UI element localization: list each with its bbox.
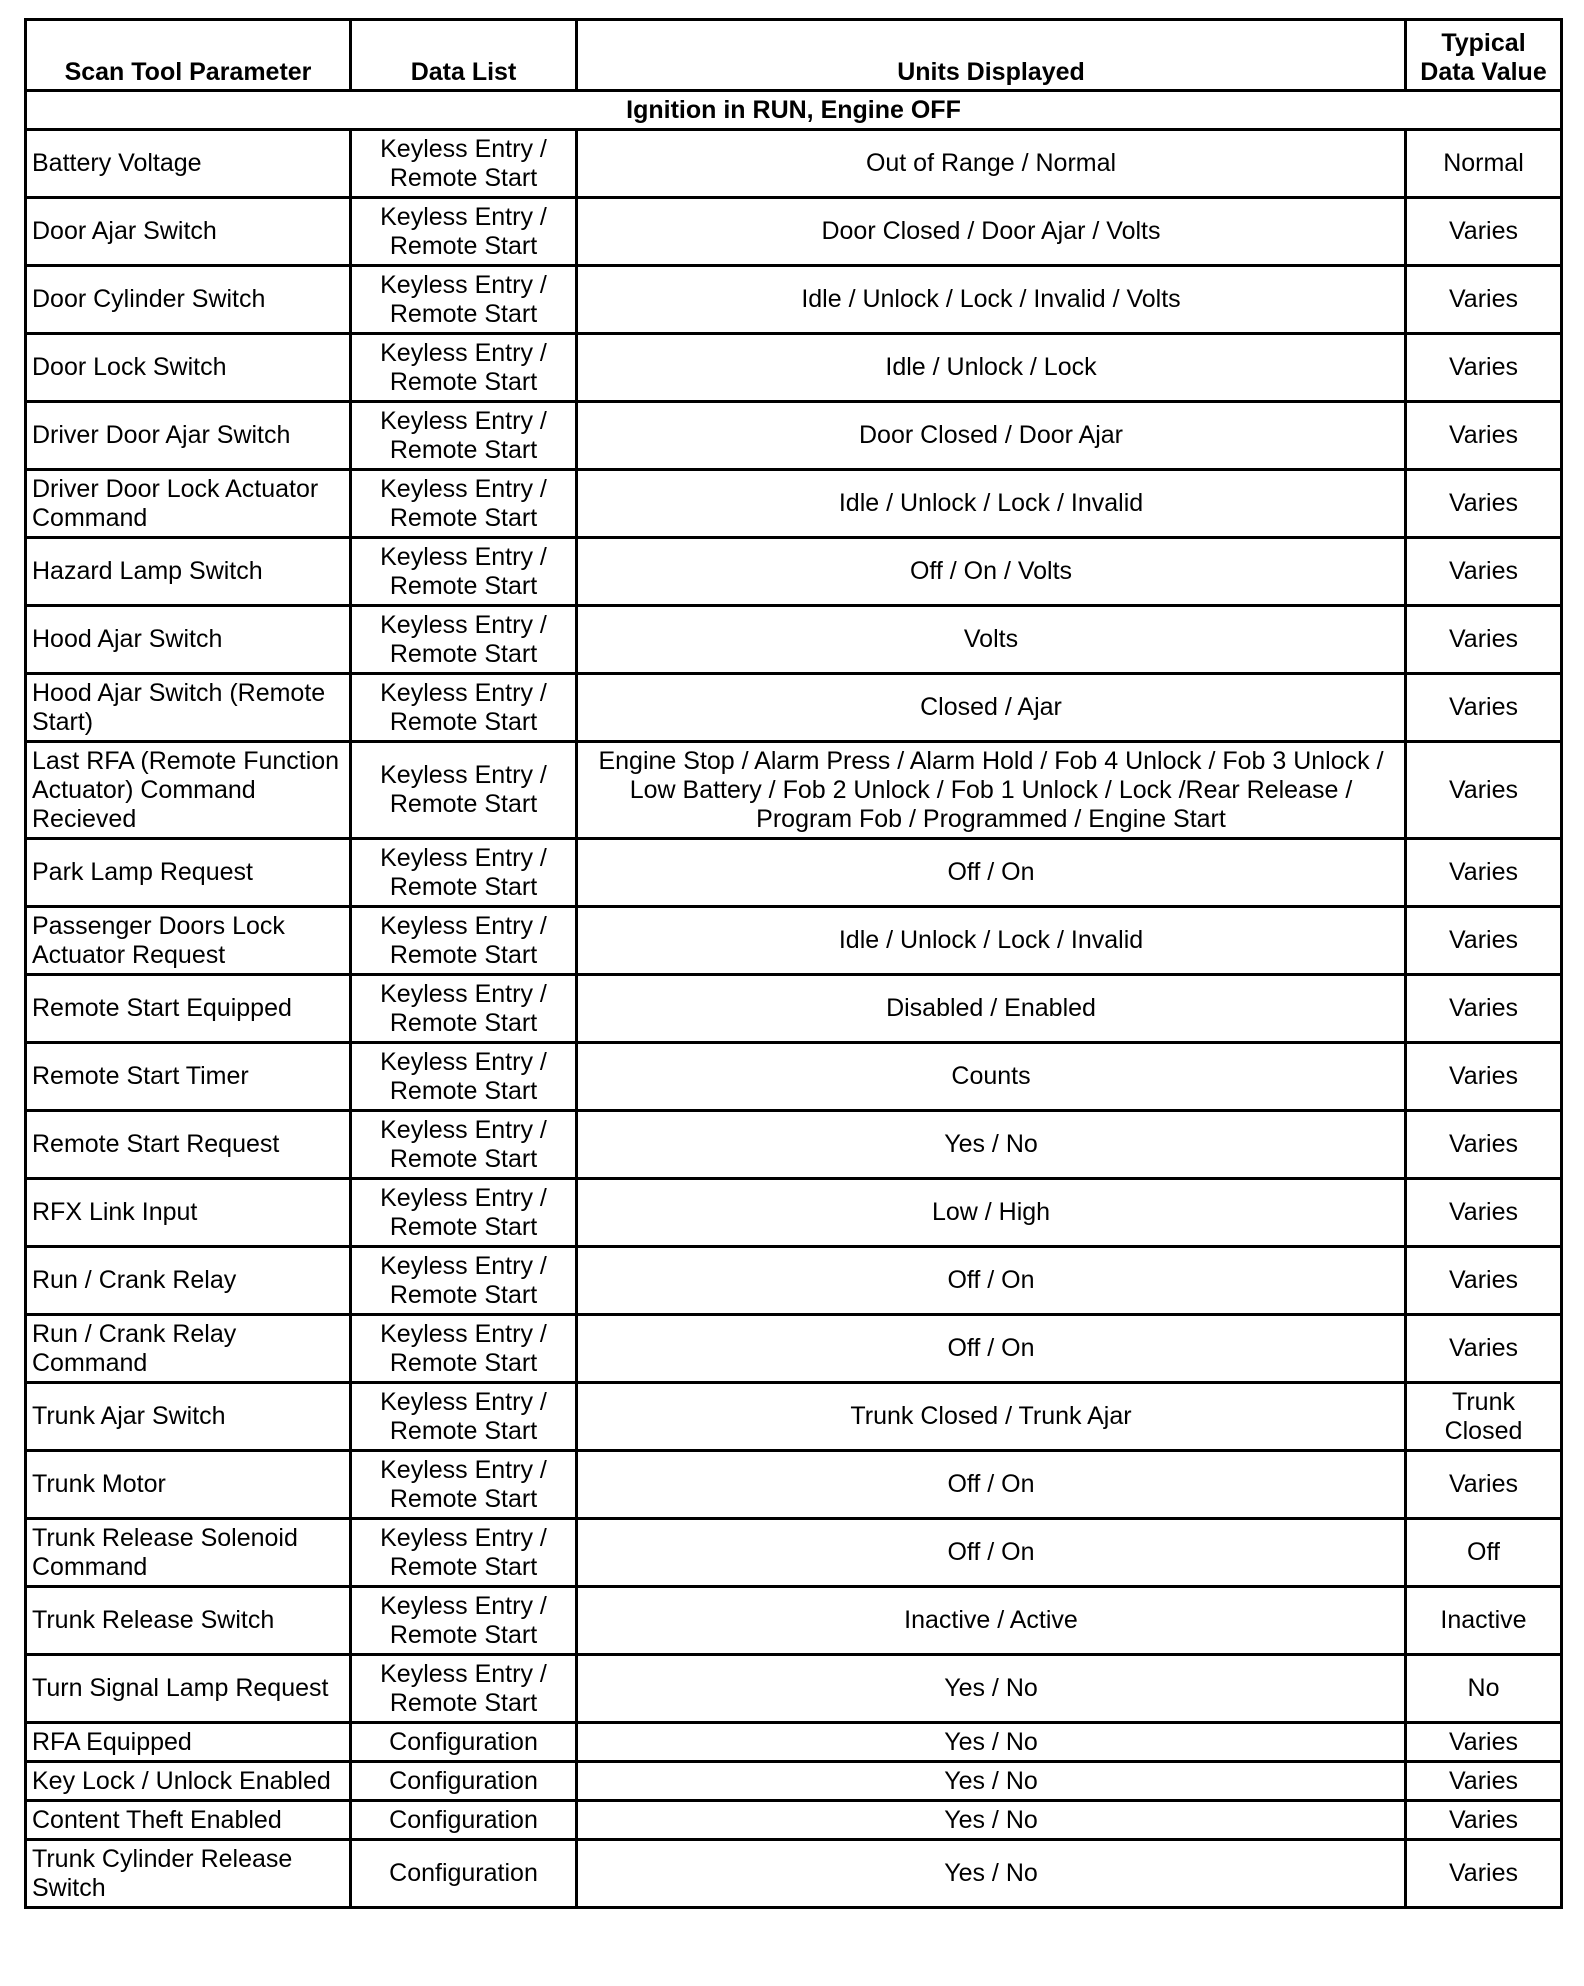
table-row — [26, 1383, 1562, 1451]
row-units-displayed: Idle / Unlock / Lock / Invalid — [577, 907, 1406, 975]
row-data-list: Keyless Entry / Remote Start — [351, 839, 577, 907]
row-parameter: Battery Voltage — [26, 130, 351, 198]
row-parameter: Driver Door Ajar Switch — [26, 402, 351, 470]
header-row — [26, 20, 1562, 91]
row-parameter: Trunk Release Solenoid Command — [26, 1519, 351, 1587]
row-typical-value: Inactive — [1406, 1587, 1562, 1655]
table-row — [26, 1801, 1562, 1840]
row-parameter: Hood Ajar Switch — [26, 606, 351, 674]
row-data-list: Keyless Entry / Remote Start — [351, 198, 577, 266]
row-units-displayed: Disabled / Enabled — [577, 975, 1406, 1043]
row-typical-value: Varies — [1406, 266, 1562, 334]
row-typical-value: Varies — [1406, 674, 1562, 742]
row-parameter: Trunk Ajar Switch — [26, 1383, 351, 1451]
row-units-displayed: Off / On / Volts — [577, 538, 1406, 606]
row-units-displayed: Low / High — [577, 1179, 1406, 1247]
row-units-displayed: Inactive / Active — [577, 1587, 1406, 1655]
row-typical-value: Varies — [1406, 1762, 1562, 1801]
row-parameter: Door Ajar Switch — [26, 198, 351, 266]
table-row — [26, 975, 1562, 1043]
header-data-list: Data List — [351, 20, 577, 91]
row-typical-value: Varies — [1406, 742, 1562, 839]
row-typical-value: Varies — [1406, 334, 1562, 402]
table-row — [26, 538, 1562, 606]
table-row — [26, 334, 1562, 402]
row-typical-value: Varies — [1406, 402, 1562, 470]
row-units-displayed: Counts — [577, 1043, 1406, 1111]
row-parameter: Key Lock / Unlock Enabled — [26, 1762, 351, 1801]
row-typical-value: Varies — [1406, 1043, 1562, 1111]
table-row — [26, 1723, 1562, 1762]
row-data-list: Keyless Entry / Remote Start — [351, 742, 577, 839]
row-typical-value: Varies — [1406, 538, 1562, 606]
table-row — [26, 470, 1562, 538]
table-row — [26, 907, 1562, 975]
row-data-list: Keyless Entry / Remote Start — [351, 538, 577, 606]
row-data-list: Keyless Entry / Remote Start — [351, 1451, 577, 1519]
row-data-list: Keyless Entry / Remote Start — [351, 674, 577, 742]
row-units-displayed: Off / On — [577, 839, 1406, 907]
row-data-list: Configuration — [351, 1840, 577, 1908]
table-row — [26, 1111, 1562, 1179]
row-typical-value: Trunk Closed — [1406, 1383, 1562, 1451]
row-typical-value: Varies — [1406, 1840, 1562, 1908]
row-units-displayed: Idle / Unlock / Lock — [577, 334, 1406, 402]
row-units-displayed: Trunk Closed / Trunk Ajar — [577, 1383, 1406, 1451]
row-parameter: Trunk Motor — [26, 1451, 351, 1519]
row-units-displayed: Idle / Unlock / Lock / Invalid — [577, 470, 1406, 538]
header-typical-data-value: Typical Data Value — [1406, 20, 1562, 91]
row-data-list: Keyless Entry / Remote Start — [351, 1179, 577, 1247]
row-typical-value: Varies — [1406, 975, 1562, 1043]
row-typical-value: Normal — [1406, 130, 1562, 198]
table-row — [26, 1315, 1562, 1383]
row-parameter: Passenger Doors Lock Actuator Request — [26, 907, 351, 975]
header-units-displayed: Units Displayed — [577, 20, 1406, 91]
table-row — [26, 1655, 1562, 1723]
row-parameter: Trunk Cylinder Release Switch — [26, 1840, 351, 1908]
row-data-list: Keyless Entry / Remote Start — [351, 1315, 577, 1383]
row-data-list: Keyless Entry / Remote Start — [351, 1043, 577, 1111]
table-row — [26, 839, 1562, 907]
row-parameter: Turn Signal Lamp Request — [26, 1655, 351, 1723]
row-parameter: Door Cylinder Switch — [26, 266, 351, 334]
row-data-list: Keyless Entry / Remote Start — [351, 1587, 577, 1655]
row-units-displayed: Off / On — [577, 1247, 1406, 1315]
row-units-displayed: Yes / No — [577, 1655, 1406, 1723]
row-data-list: Configuration — [351, 1762, 577, 1801]
header-scan-tool-parameter: Scan Tool Parameter — [26, 20, 351, 91]
row-data-list: Keyless Entry / Remote Start — [351, 334, 577, 402]
row-parameter: Driver Door Lock Actuator Command — [26, 470, 351, 538]
row-parameter: Door Lock Switch — [26, 334, 351, 402]
row-units-displayed: Yes / No — [577, 1840, 1406, 1908]
row-data-list: Keyless Entry / Remote Start — [351, 1111, 577, 1179]
row-typical-value: Varies — [1406, 1723, 1562, 1762]
row-data-list: Keyless Entry / Remote Start — [351, 266, 577, 334]
table-row — [26, 1519, 1562, 1587]
table-row — [26, 198, 1562, 266]
row-units-displayed: Volts — [577, 606, 1406, 674]
table-row — [26, 674, 1562, 742]
row-units-displayed: Off / On — [577, 1451, 1406, 1519]
table-row — [26, 1043, 1562, 1111]
row-typical-value: Varies — [1406, 198, 1562, 266]
section-title: Ignition in RUN, Engine OFF — [26, 91, 1562, 130]
document-page — [24, 18, 1560, 1909]
row-parameter: Run / Crank Relay Command — [26, 1315, 351, 1383]
row-typical-value: Varies — [1406, 839, 1562, 907]
row-data-list: Configuration — [351, 1801, 577, 1840]
row-units-displayed: Closed / Ajar — [577, 674, 1406, 742]
row-parameter: Trunk Release Switch — [26, 1587, 351, 1655]
row-typical-value: Off — [1406, 1519, 1562, 1587]
table-row — [26, 742, 1562, 839]
row-units-displayed: Door Closed / Door Ajar — [577, 402, 1406, 470]
row-data-list: Keyless Entry / Remote Start — [351, 1519, 577, 1587]
row-units-displayed: Door Closed / Door Ajar / Volts — [577, 198, 1406, 266]
row-units-displayed: Out of Range / Normal — [577, 130, 1406, 198]
row-parameter: Remote Start Timer — [26, 1043, 351, 1111]
row-data-list: Keyless Entry / Remote Start — [351, 1655, 577, 1723]
table-row — [26, 1762, 1562, 1801]
table-row — [26, 1179, 1562, 1247]
table-row — [26, 1247, 1562, 1315]
row-parameter: Content Theft Enabled — [26, 1801, 351, 1840]
row-parameter: Hood Ajar Switch (Remote Start) — [26, 674, 351, 742]
row-data-list: Keyless Entry / Remote Start — [351, 975, 577, 1043]
row-typical-value: Varies — [1406, 1111, 1562, 1179]
row-parameter: Remote Start Request — [26, 1111, 351, 1179]
row-parameter: RFX Link Input — [26, 1179, 351, 1247]
row-typical-value: Varies — [1406, 470, 1562, 538]
row-parameter: RFA Equipped — [26, 1723, 351, 1762]
row-data-list: Keyless Entry / Remote Start — [351, 402, 577, 470]
row-parameter: Run / Crank Relay — [26, 1247, 351, 1315]
row-data-list: Keyless Entry / Remote Start — [351, 470, 577, 538]
row-units-displayed: Yes / No — [577, 1723, 1406, 1762]
row-typical-value: Varies — [1406, 1315, 1562, 1383]
table-row — [26, 402, 1562, 470]
row-units-displayed: Engine Stop / Alarm Press / Alarm Hold / Fob 4 Unlock / Fob 3 Unlock / Low Battery / Fob 2 Unlock / Fob 1 Unlock / Lock /Rear Release / Program Fob / Programmed / Engine Start — [577, 742, 1406, 839]
row-data-list: Configuration — [351, 1723, 577, 1762]
row-units-displayed: Yes / No — [577, 1801, 1406, 1840]
table-row — [26, 1451, 1562, 1519]
section-row — [26, 91, 1562, 130]
table-row — [26, 606, 1562, 674]
row-typical-value: Varies — [1406, 1451, 1562, 1519]
table-row — [26, 1840, 1562, 1908]
row-data-list: Keyless Entry / Remote Start — [351, 907, 577, 975]
row-parameter: Park Lamp Request — [26, 839, 351, 907]
row-units-displayed: Yes / No — [577, 1762, 1406, 1801]
table-row — [26, 1587, 1562, 1655]
row-data-list: Keyless Entry / Remote Start — [351, 1383, 577, 1451]
row-units-displayed: Yes / No — [577, 1111, 1406, 1179]
row-data-list: Keyless Entry / Remote Start — [351, 1247, 577, 1315]
row-typical-value: Varies — [1406, 1247, 1562, 1315]
table-row — [26, 266, 1562, 334]
row-typical-value: No — [1406, 1655, 1562, 1723]
row-typical-value: Varies — [1406, 606, 1562, 674]
row-units-displayed: Off / On — [577, 1315, 1406, 1383]
row-data-list: Keyless Entry / Remote Start — [351, 130, 577, 198]
table-row — [26, 130, 1562, 198]
row-parameter: Last RFA (Remote Function Actuator) Command Recieved — [26, 742, 351, 839]
row-typical-value: Varies — [1406, 907, 1562, 975]
row-typical-value: Varies — [1406, 1179, 1562, 1247]
row-typical-value: Varies — [1406, 1801, 1562, 1840]
row-units-displayed: Idle / Unlock / Lock / Invalid / Volts — [577, 266, 1406, 334]
row-parameter: Hazard Lamp Switch — [26, 538, 351, 606]
row-parameter: Remote Start Equipped — [26, 975, 351, 1043]
row-data-list: Keyless Entry / Remote Start — [351, 606, 577, 674]
scan-tool-data-table — [24, 18, 1563, 1909]
row-units-displayed: Off / On — [577, 1519, 1406, 1587]
